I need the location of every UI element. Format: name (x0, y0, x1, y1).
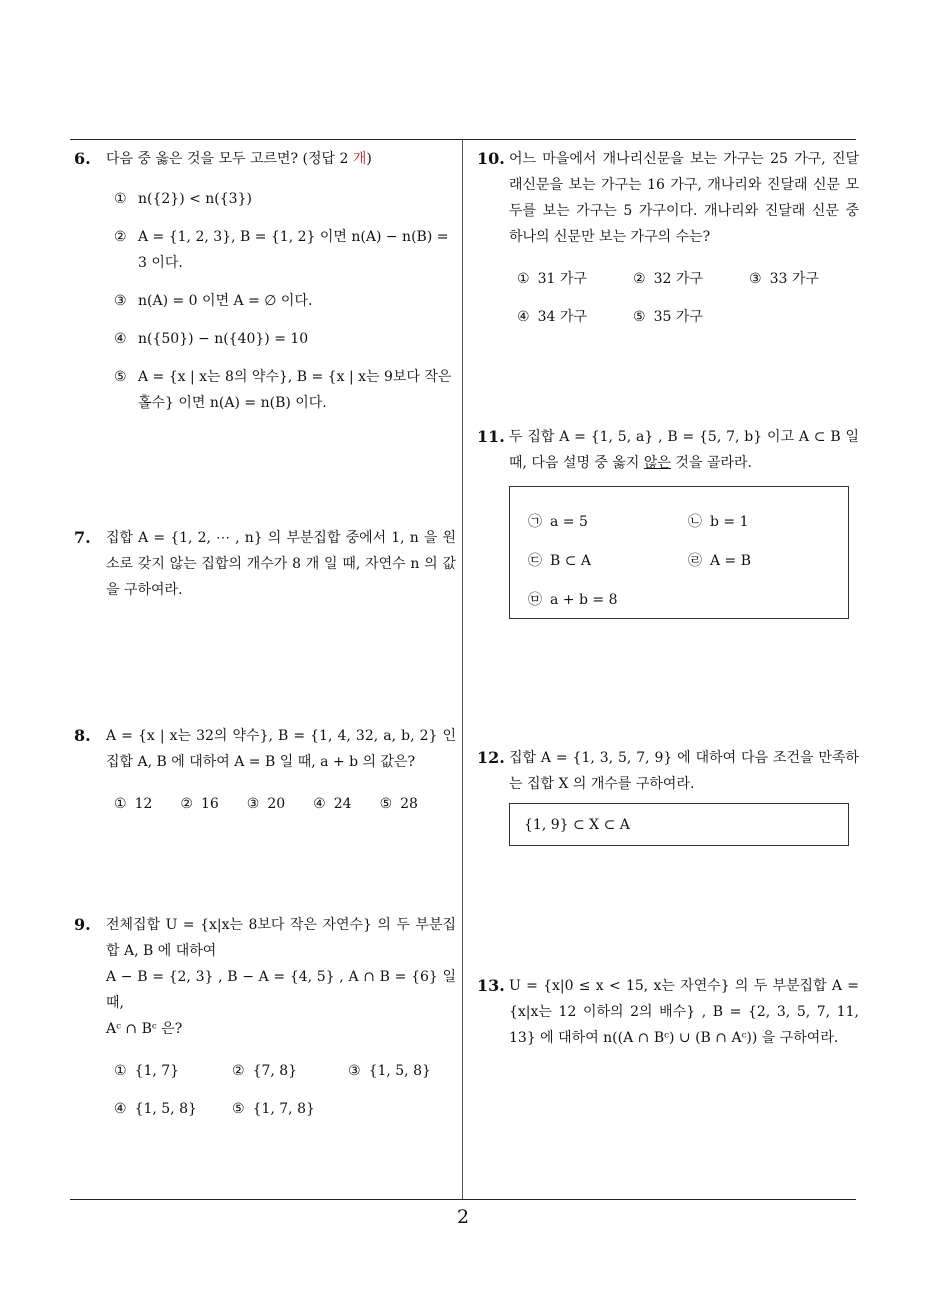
condition-text: {1, 9} ⊂ X ⊂ A (524, 816, 630, 833)
underlined-word: 않은 (643, 455, 671, 471)
question-7 (74, 525, 456, 603)
top-rule (70, 139, 856, 140)
question-number: 13. (477, 976, 505, 995)
choice-5[interactable]: ㉤ a + b = 8 (528, 592, 618, 608)
question-11 (477, 424, 859, 619)
choice-1[interactable]: ㉠ a = 5 (528, 514, 588, 530)
option-3[interactable]: ③ 33 가구 (749, 271, 819, 287)
question-stem: U = {x|0 ≤ x < 15, x는 자연수} 의 두 부분집합 A = {x|x는 12 이하의 2의 배수} , B = {2, 3, 5, 7, 11, 13} 에 대하여 n((A ∩ Bᶜ) ∪ (B ∩ Aᶜ)) 을 구하여라. (509, 978, 859, 1046)
question-stem: 집합 A = {1, 2, ⋯ , n} 의 부분집합 중에서 1, n 을 원소로 갖지 않는 집합의 개수가 8 개 일 때, 자연수 n 의 값을 구하여라. (106, 530, 456, 598)
option-4[interactable]: ④ {1, 5, 8} (114, 1101, 197, 1117)
option-1[interactable]: ① n({2}) < n({3}) (114, 191, 252, 207)
bottom-rule (70, 1199, 856, 1200)
option-3[interactable]: ③ n(A) = 0 이면 A = ∅ 이다. (114, 293, 313, 309)
question-13 (477, 973, 859, 1051)
choice-2[interactable]: ㉡ b = 1 (688, 514, 749, 530)
question-stem: 전체집합 U = {x|x는 8보다 작은 자연수} 의 두 부분집합 A, B 에 대하여 A − B = {2, 3} , B − A = {4, 5} , A ∩ B = {6} 일 때, Aᶜ ∩ Bᶜ 은? (106, 917, 456, 1037)
answer-count-highlight: 개 (352, 151, 367, 167)
option-4[interactable]: ④ 34 가구 (517, 309, 587, 325)
question-10 (477, 146, 859, 342)
question-8 (74, 723, 456, 829)
question-stem: 집합 A = {1, 3, 5, 7, 9} 에 대하여 다음 조건을 만족하는 집합 X 의 개수를 구하여라. (509, 750, 859, 792)
question-stem: 어느 마을에서 개나리신문을 보는 가구는 25 가구, 진달래신문을 보는 가구는 16 가구, 개나리와 진달래 신문 모두를 보는 가구는 5 가구이다. 개나리와 진달래 신문 중 하나의 신문만 보는 가구의 수는? (509, 151, 859, 245)
option-1[interactable]: ① 31 가구 (517, 271, 587, 287)
option-2[interactable]: ② A = {1, 2, 3}, B = {1, 2} 이면 n(A) − n(B) = 3 이다. (114, 229, 449, 271)
choice-4[interactable]: ㉣ A = B (688, 553, 752, 569)
option-3[interactable]: ③ 20 (246, 796, 286, 812)
option-1[interactable]: ① {1, 7} (114, 1063, 180, 1079)
option-2[interactable]: ② 16 (180, 796, 219, 812)
question-number: 10. (477, 149, 505, 168)
question-stem: 두 집합 A = {1, 5, a} , B = {5, 7, b} 이고 A ⊂ B 일 때, 다음 설명 중 옳지 않은 것을 골라라. (509, 429, 859, 471)
question-12 (477, 745, 859, 846)
option-5[interactable]: ⑤ {1, 7, 8} (232, 1101, 315, 1117)
question-number: 6. (74, 149, 91, 168)
option-4[interactable]: ④ n({50}) − n({40}) = 10 (114, 331, 309, 347)
option-5[interactable]: ⑤ 35 가구 (633, 309, 703, 325)
question-number: 12. (477, 748, 505, 767)
page-number: 2 (456, 1206, 470, 1228)
condition-box (509, 803, 849, 846)
question-stem: A = {x | x는 32의 약수}, B = {1, 4, 32, a, b, 2} 인 집합 A, B 에 대하여 A = B 일 때, a + b 의 값은? (106, 728, 456, 770)
question-6 (74, 146, 452, 428)
option-2[interactable]: ② {7, 8} (232, 1063, 298, 1079)
choice-3[interactable]: ㉢ B ⊂ A (528, 553, 592, 569)
question-number: 9. (74, 915, 91, 934)
choices-box (509, 486, 849, 619)
question-9 (74, 912, 456, 1134)
option-3[interactable]: ③ {1, 5, 8} (348, 1063, 431, 1079)
option-5[interactable]: ⑤ A = {x | x는 8의 약수}, B = {x | x는 9보다 작은 홀수} 이면 n(A) = n(B) 이다. (114, 369, 452, 411)
option-4[interactable]: ④ 24 (313, 796, 352, 812)
question-stem: 다음 중 옳은 것을 모두 고르면? (정답 2 개) (106, 151, 372, 167)
question-number: 7. (74, 528, 91, 547)
option-2[interactable]: ② 32 가구 (633, 271, 703, 287)
option-1[interactable]: ① 12 (114, 796, 153, 812)
question-number: 11. (477, 427, 505, 446)
option-5[interactable]: ⑤ 28 (379, 796, 418, 812)
question-number: 8. (74, 726, 91, 745)
column-divider (462, 139, 463, 1200)
